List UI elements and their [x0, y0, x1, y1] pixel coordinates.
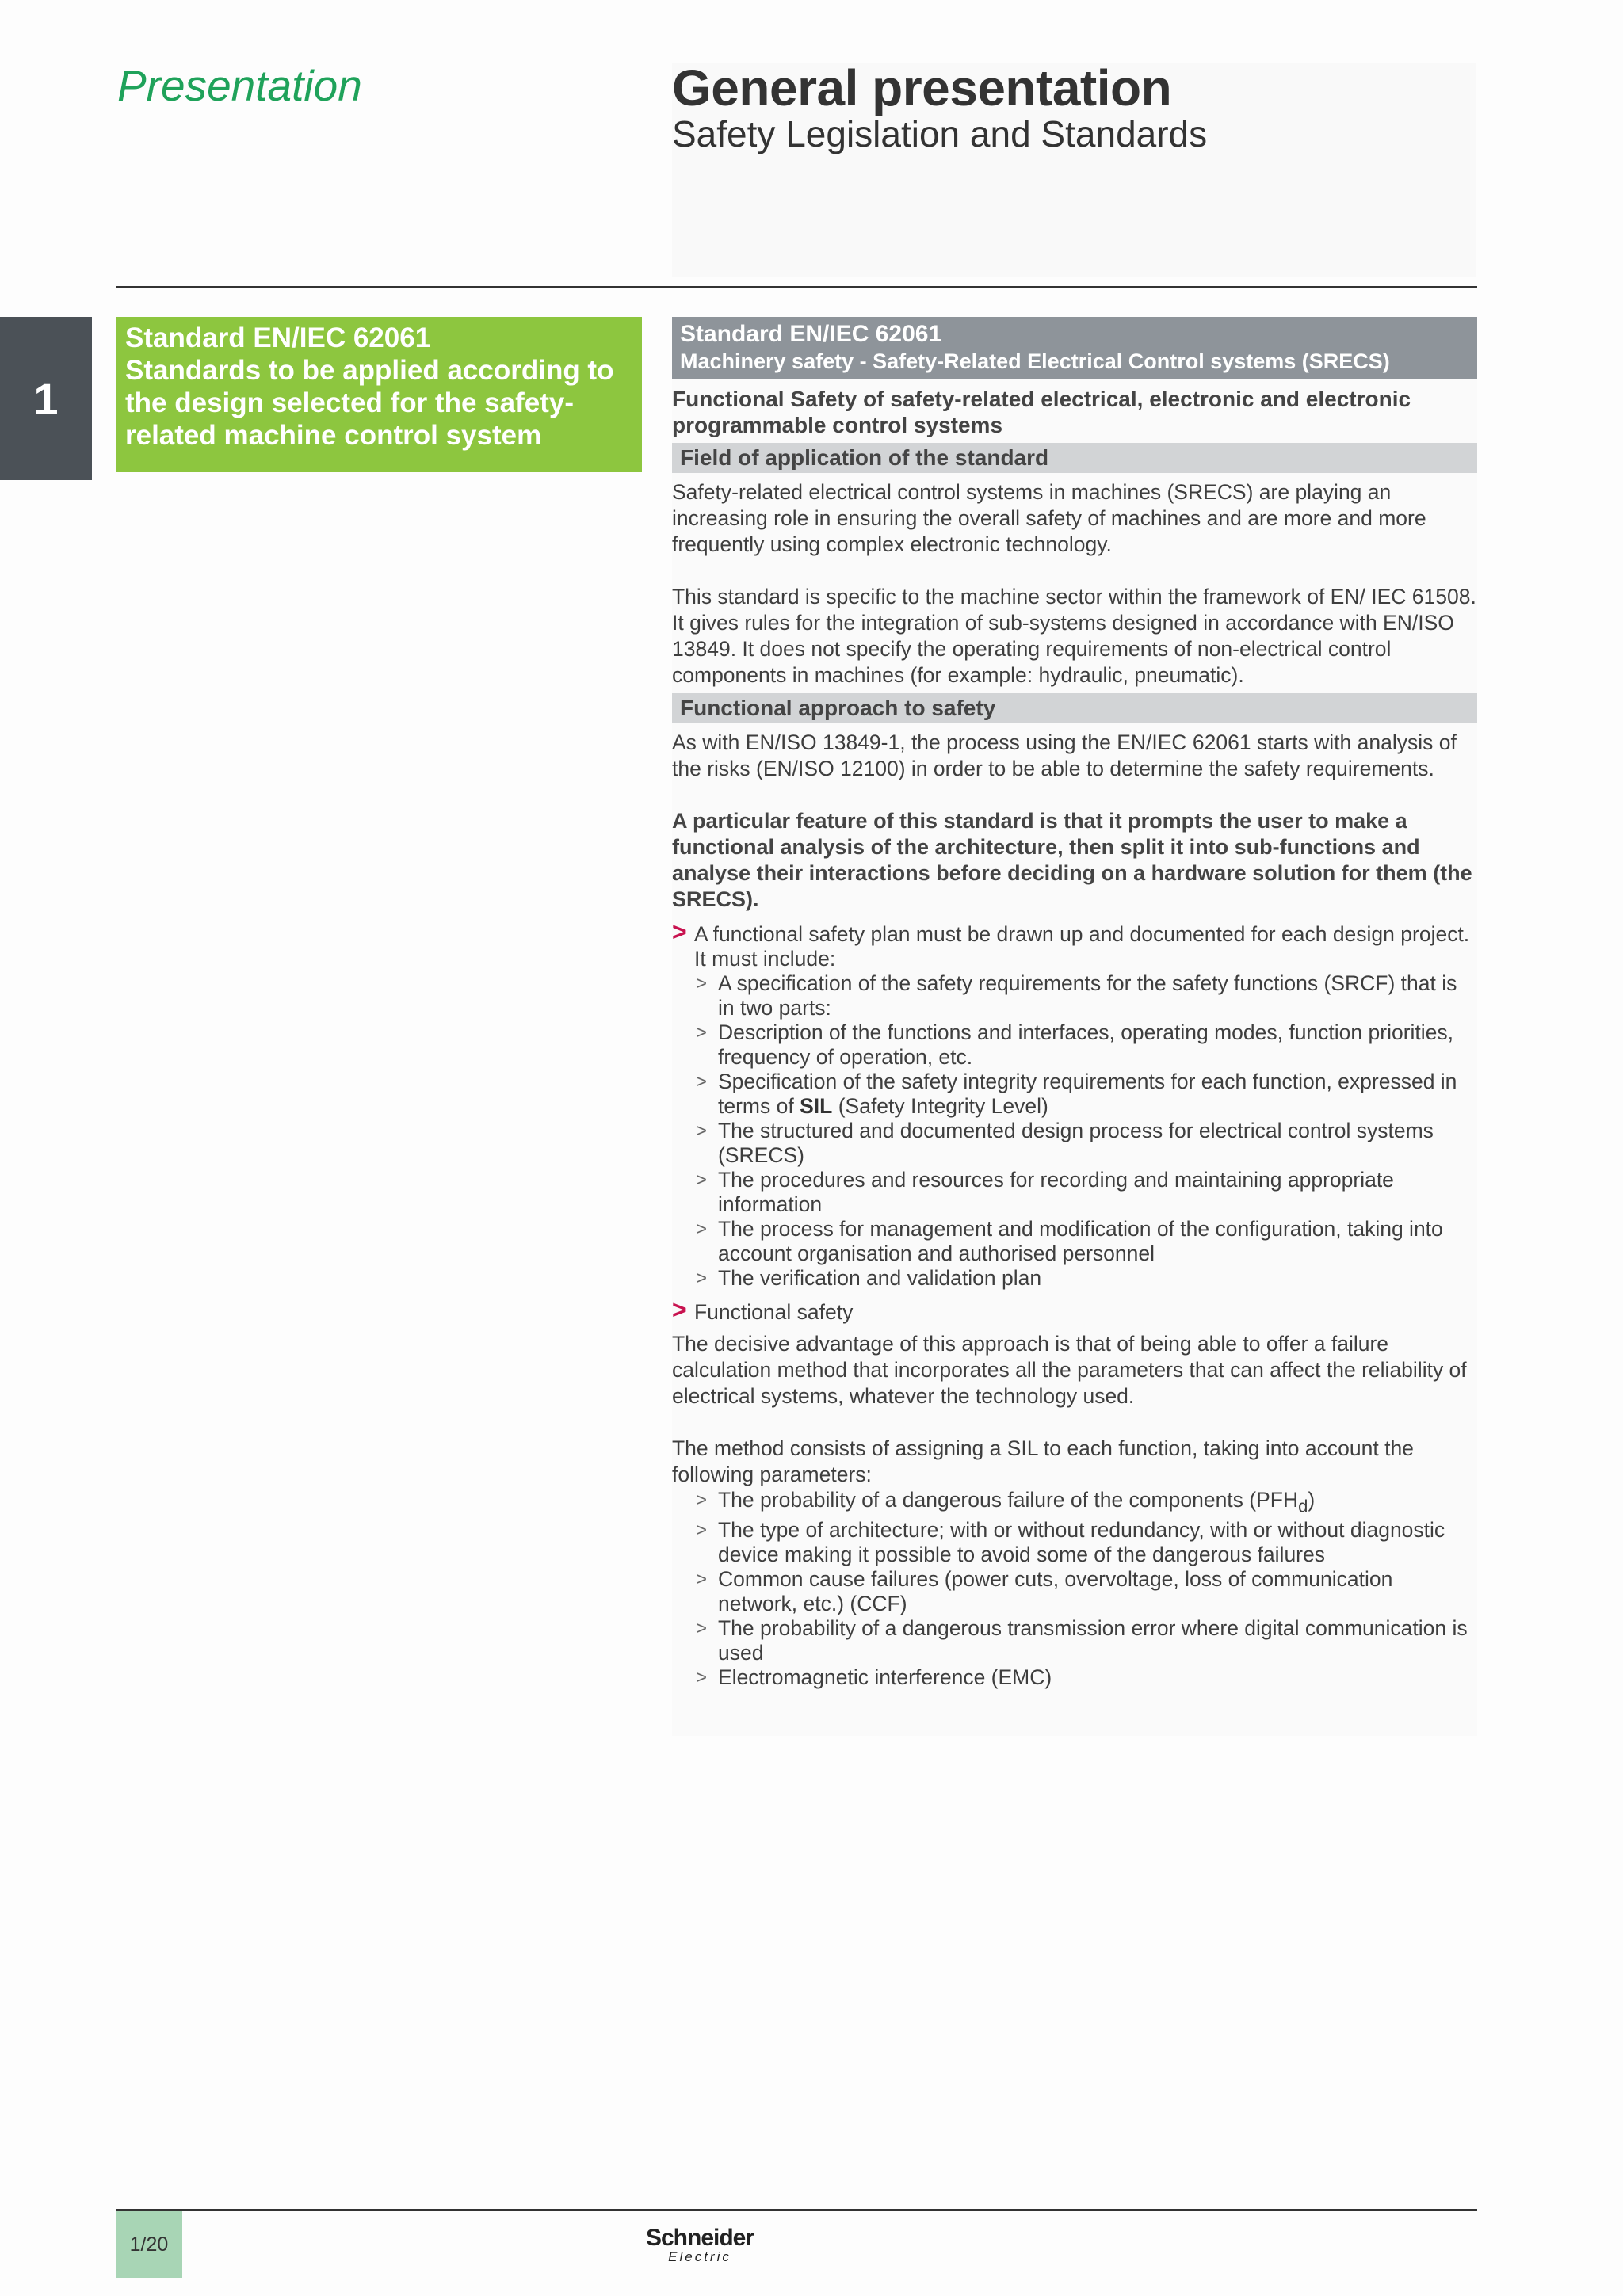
sub-item-text: The verification and validation plan — [718, 1266, 1042, 1290]
sub-item-text: A specification of the safety requirements for the safety functions (SRCF) that is in two parts: — [718, 971, 1457, 1020]
sil-bold: SIL — [800, 1094, 833, 1118]
sub-item — [672, 1488, 1477, 1518]
sub-item — [672, 1168, 1477, 1217]
sidebar-line: the design selected for the safety- — [125, 387, 574, 418]
sidebar-line: related machine control system — [125, 420, 542, 451]
sub-item — [672, 1567, 1477, 1616]
standard-subtitle: Machinery safety - Safety-Related Electrical Control systems (SRECS) — [680, 349, 1390, 373]
field-paragraph-1: Safety-related electrical control systems in machines (SRECS) are playing an increasing role in ensuring the overall safety of machines and are more and more frequently using complex electronic technology. — [672, 480, 1426, 556]
functional-safety-heading: Functional Safety of safety-related electrical, electronic and electronic programmable control systems — [672, 387, 1411, 437]
sub-item-text: The structured and documented design process for electrical control systems (SRECS) — [718, 1119, 1434, 1167]
chevron-right-icon: > — [672, 917, 687, 946]
page-subtitle: Safety Legislation and Standards — [672, 113, 1208, 154]
chevron-right-icon: > — [696, 1219, 708, 1240]
chevron-right-icon: > — [696, 1520, 708, 1542]
functional-approach-band: Functional approach to safety — [672, 693, 1477, 723]
bottom-divider — [116, 2209, 1477, 2211]
sil-suffix: (Safety Integrity Level) — [838, 1094, 1048, 1118]
sub-item-text: Description of the functions and interfaces, operating modes, function priorities, frequency of operation, etc. — [718, 1020, 1454, 1069]
sub-item-text: Common cause failures (power cuts, overvoltage, loss of communication network, etc.) (CCF) — [718, 1567, 1393, 1616]
sub-item-text: The probability of a dangerous transmission error where digital communication is used — [718, 1616, 1468, 1665]
page-title: General presentation — [672, 59, 1172, 116]
sil-prefix: Specification of the safety integrity requirements for each function, expressed in terms of — [718, 1070, 1457, 1118]
chevron-right-icon: > — [696, 973, 708, 994]
sub-item — [672, 1665, 1477, 1690]
field-paragraph-2: This standard is specific to the machine sector within the framework of EN/ IEC 61508. It gives rules for the integration of sub-systems designed in accordance with EN/ISO 13849. It does not specify the operating requirements of non-electrical control components in machines (for example: hydraulic, pneumatic). — [672, 585, 1476, 687]
top-divider — [116, 286, 1477, 288]
chevron-right-icon: > — [696, 1169, 708, 1191]
bullet-safety-plan — [672, 917, 1477, 971]
approach-paragraph-1: As with EN/ISO 13849-1, the process using the EN/IEC 62061 starts with analysis of the risks (EN/ISO 12100) in order to be able to determine the safety requirements. — [672, 730, 1457, 780]
logo-line-2: Electric — [668, 2249, 731, 2264]
chevron-right-icon: > — [696, 1618, 708, 1640]
chevron-right-icon: > — [696, 1489, 708, 1511]
main-content — [672, 317, 1477, 1690]
sub-item-text: The process for management and modification of the configuration, taking into account organisation and authorised personnel — [718, 1217, 1443, 1265]
chevron-right-icon: > — [696, 1569, 708, 1591]
bullet-text: A functional safety plan must be drawn up and documented for each design project. It must include: — [694, 922, 1470, 971]
chevron-right-icon: > — [696, 1071, 708, 1093]
method-paragraph: The method consists of assigning a SIL to each function, taking into account the following parameters: — [672, 1436, 1414, 1486]
sidebar-line: Standard EN/IEC 62061 — [125, 322, 431, 353]
standard-title: Standard EN/IEC 62061 — [680, 321, 942, 347]
bullet-text: Functional safety — [694, 1300, 854, 1324]
functional-safety-paragraph: The decisive advantage of this approach is that of being able to offer a failure calculation method that incorporates all the parameters that can affect the reliability of electrical systems, whatever the technology used. — [672, 1332, 1467, 1408]
standard-header — [672, 317, 1477, 379]
sub-item — [672, 1518, 1477, 1567]
pfh-prefix: The probability of a dangerous failure of the components (PFH — [718, 1488, 1299, 1512]
chevron-right-icon: > — [696, 1667, 708, 1689]
pfh-suffix: ) — [1308, 1488, 1316, 1512]
chevron-right-icon: > — [696, 1268, 708, 1289]
field-of-application-band: Field of application of the standard — [672, 443, 1477, 473]
sub-item-text: The type of architecture; with or without redundancy, with or without diagnostic device making it possible to avoid some of the dangerous failures — [718, 1518, 1445, 1567]
sub-item-text — [718, 1488, 1316, 1516]
chevron-right-icon: > — [696, 1120, 708, 1142]
sidebar-heading-box — [116, 317, 642, 472]
sub-item — [672, 1020, 1477, 1070]
chapter-tab: 1 — [0, 317, 92, 480]
sub-item — [672, 1070, 1477, 1119]
chevron-right-icon: > — [696, 1022, 708, 1043]
sub-item-text: Electromagnetic interference (EMC) — [718, 1665, 1052, 1690]
sidebar-line: Standards to be applied according to — [125, 355, 614, 386]
schneider-logo — [640, 2226, 759, 2264]
sub-item — [672, 1616, 1477, 1665]
pfh-subscript: d — [1298, 1496, 1308, 1516]
sub-item — [672, 971, 1477, 1020]
page-number: 1/20 — [116, 2211, 182, 2278]
approach-paragraph-2: A particular feature of this standard is that it prompts the user to make a functional analysis of the architecture, then split it into sub-functions and analyse their interactions before deciding on a hardware solution for them (the SRECS). — [672, 809, 1472, 911]
chevron-right-icon: > — [672, 1295, 687, 1324]
section-label: Presentation — [117, 61, 362, 110]
sub-item-text: The procedures and resources for recording and maintaining appropriate information — [718, 1168, 1394, 1216]
sub-item — [672, 1266, 1477, 1291]
sub-item — [672, 1217, 1477, 1266]
bullet-functional-safety — [672, 1295, 1477, 1325]
sub-item — [672, 1119, 1477, 1168]
logo-line-1: Schneider — [645, 2225, 754, 2251]
sub-item-text — [718, 1070, 1457, 1118]
